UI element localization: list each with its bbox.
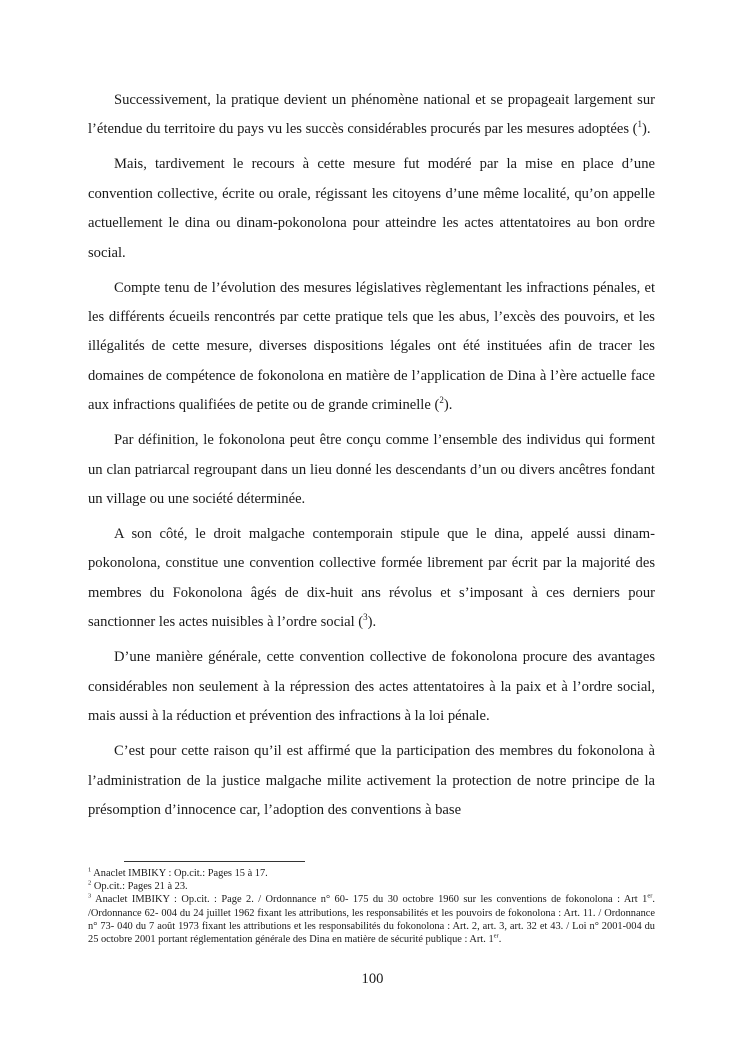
footnote-1: $^1$ Anaclet IMBIKY : Op.cit.: Pages 15 à 17. [88, 866, 268, 879]
paragraph-2: Mais, tardivement le recours à cette mesure fut modéré par la mise en place d’une convention collective, écrite ou orale, régissant les citoyens d’une même localité, qu’on appelle actuellement le dina ou dinam-pokonolona pour atteindre les actes attentatoires au bon ordre social. [88, 156, 655, 261]
paragraph-1: Successivement, la pratique devient un phénomène national et se propageait largement sur l’étendue du territoire du pays vu les succès considérables procurés par les mesures adoptées ($^1$). [88, 92, 655, 138]
footnote-3: $^3$ Anaclet IMBIKY : Op.cit. : Page 2. / Ordonnance n° 60- 175 du 30 octobre 1960 sur les conventions de fokonolona : Art 1er. /Ordonnance 62- 004 du 24 juillet 1962 fixant les attributions, les responsabilités et les pouvoirs de fokonolona : Art. 11. / Ordonnance n° 73- 040 du 7 août 1973 fixant les attributions et les responsabilités du fokonolona : Art. 2, art. 3, art. 32 et 43. / Loi n° 2001-004 du 25 octobre 2001 portant réglementation générale des Dina en matière de sécurité publique : Art. 1er. [88, 892, 655, 946]
paragraph-4: Par définition, le fokonolona peut être conçu comme l’ensemble des individus qui forment un clan patriarcal regroupant dans un lieu donné les descendants d’un ou divers ancêtres fondant un village ou une société déterminée. [88, 432, 655, 508]
footnotes [88, 867, 655, 946]
paragraph-3: Compte tenu de l’évolution des mesures législatives règlementant les infractions pénales, et les différents écueils rencontrés par cette pratique tels que les abus, l’excès des pouvoirs, et les illégalités de cette mesure, diverses dispositions légales ont été instituées afin de tracer les domaines de compétence de fokonolona en matière de l’application de Dina à l’ère actuelle face aux infractions qualifiées de petite ou de grande criminelle ($^2$). [88, 279, 655, 414]
paragraph-5: A son côté, le droit malgache contemporain stipule que le dina, appelé aussi dinam-pokonolona, constitue une convention collective formée librement par écrit par la majorité des membres du Fokonolona âgés de dix-huit ans révolus et s’imposant à ces derniers pour sanctionner les actes nuisibles à l’ordre social ($^3$). [88, 526, 655, 631]
paragraph-7: C’est pour cette raison qu’il est affirmé que la participation des membres du fokonolona à l’administration de la justice malgache milite activement la protection de notre principe de la présomption d’innocence car, l’adoption des conventions à base [88, 743, 655, 818]
footnote-ref-3[interactable]: 3 [363, 612, 368, 623]
paragraph-6: D’une manière générale, cette convention collective de fokonolona procure des avantages considérables non seulement à la répression des actes attentatoires à la paix et à l’ordre social, mais aussi à la réduction et prévention des infractions à la loi pénale. [88, 649, 655, 725]
footnote-separator [124, 861, 305, 862]
footnote-ref-2[interactable]: 2 [439, 395, 444, 406]
footnote-ref-1[interactable]: 1 [637, 119, 643, 130]
body-text [88, 86, 655, 831]
page-number: 100 [361, 971, 384, 987]
footnote-2: $^2$ Op.cit.: Pages 21 à 23. [88, 879, 188, 893]
